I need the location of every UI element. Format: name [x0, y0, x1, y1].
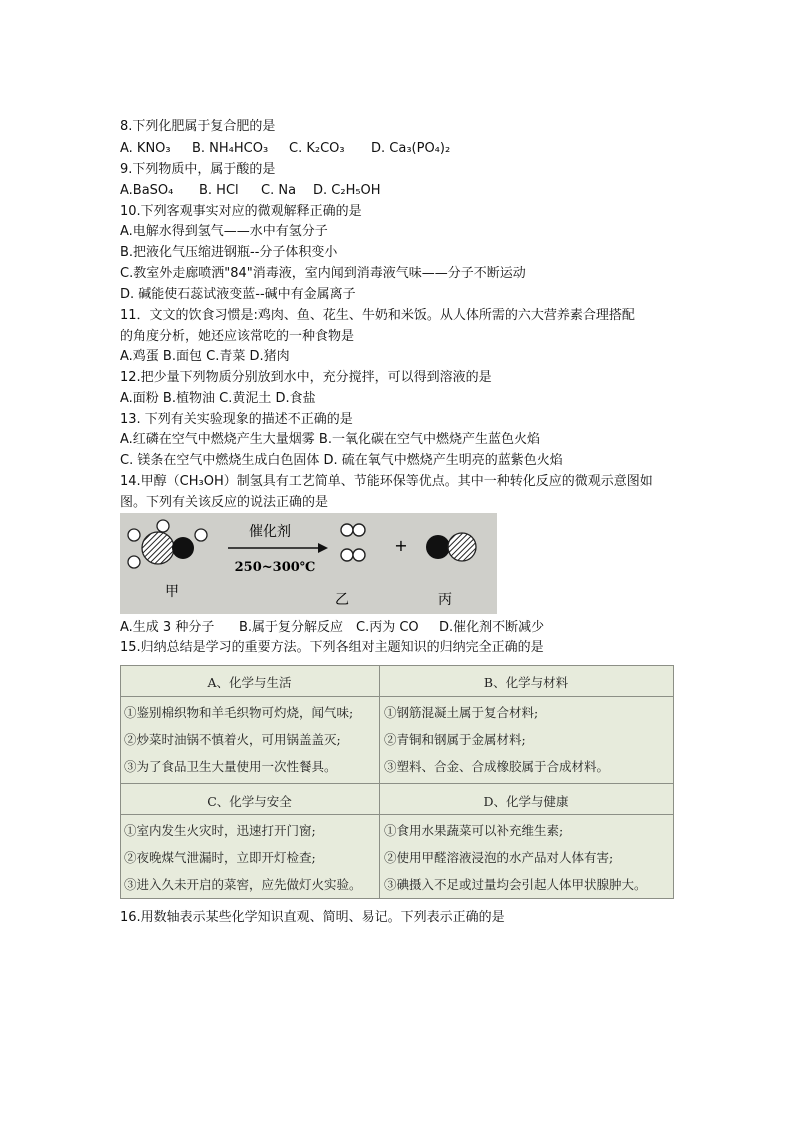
q11-options: A.鸡蛋 B.面包 C.青菜 D.猪肉 [120, 349, 290, 364]
q11-stem-line1: 11．文文的饮食习惯是:鸡肉、鱼、花生、牛奶和米饭。从人体所需的六大营养素合理搭配 [120, 308, 635, 323]
catalyst-label: 催化剂 [249, 524, 291, 540]
q14-option-a: A.生成 3 种分子 [120, 620, 215, 635]
q15-stem: 15.归纳总结是学习的重要方法。下列各组对主题知识的归纳完全正确的是 [120, 640, 544, 655]
q9-option-d: D. C₂H₅OH [313, 183, 381, 198]
cell-a-line2: ②炒菜时油锅不慎着火，可用锅盖盖灭; [124, 732, 341, 747]
q8-option-b: B. NH₄HCO₃ [192, 141, 269, 156]
q13-options-ab: A.红磷在空气中燃烧产生大量烟雾 B.一氧化碳在空气中燃烧产生蓝色火焰 [120, 432, 540, 447]
q8-option-a: A. KNO₃ [120, 141, 171, 156]
label-bing: 丙 [438, 592, 452, 608]
cell-c-title: C、化学与安全 [207, 794, 292, 809]
q12-stem: 12.把少量下列物质分别放到水中，充分搅拌，可以得到溶液的是 [120, 370, 492, 385]
temperature-label: 250~300℃ [234, 560, 316, 575]
summary-table [120, 665, 674, 899]
reaction-diagram-svg [120, 513, 497, 614]
cell-b-title: B、化学与材料 [483, 675, 569, 690]
q8-option-d: D. Ca₃(PO₄)₂ [371, 141, 451, 156]
cell-c-line2: ②夜晚煤气泄漏时，立即开灯检查; [124, 850, 316, 865]
methanol-molecule [128, 520, 207, 568]
cell-b-line2: ②青铜和钢属于金属材料; [384, 732, 526, 747]
q9-option-a: A.BaSO₄ [120, 183, 174, 198]
q14-option-b: B.属于复分解反应 [239, 620, 344, 635]
plus-sign: + [394, 536, 408, 555]
cell-a-line1: ①鉴别棉织物和羊毛织物可灼烧，闻气味; [124, 705, 354, 720]
q10-option-b: B.把液化气压缩进钢瓶--分子体积变小 [120, 245, 338, 260]
label-yi: 乙 [335, 592, 349, 608]
q11-stem-line2: 的角度分析，她还应该常吃的一种食物是 [120, 329, 355, 344]
cell-d-line1: ①食用水果蔬菜可以补充维生素; [384, 823, 564, 838]
hydrogen-molecules [341, 524, 365, 561]
q14-option-d: D.催化剂不断减少 [439, 620, 545, 635]
cell-d-title: D、化学与健康 [483, 794, 569, 809]
q14-stem-line2: 图。下列有关该反应的说法正确的是 [120, 495, 329, 510]
q10-stem: 10.下列客观事实对应的微观解释正确的是 [120, 204, 362, 219]
q13-options-cd: C. 镁条在空气中燃烧生成白色固体 D. 硫在氧气中燃烧产生明亮的蓝紫色火焰 [120, 453, 563, 468]
q8-option-c: C. K₂CO₃ [289, 141, 345, 156]
q9-option-b: B. HCl [199, 183, 239, 198]
q12-options: A.面粉 B.植物油 C.黄泥土 D.食盐 [120, 391, 316, 406]
cell-a-line3: ③为了食品卫生大量使用一次性餐具。 [124, 759, 337, 774]
label-jia: 甲 [165, 584, 179, 600]
reaction-diagram [120, 513, 497, 614]
q9-options [120, 181, 381, 201]
cell-d-line3: ③碘摄入不足或过量均会引起人体甲状腺肿大。 [384, 877, 647, 892]
q9-option-c: C. Na [261, 183, 297, 198]
q10-option-a: A.电解水得到氢气——水中有氢分子 [120, 224, 328, 239]
q14-options [120, 618, 544, 638]
q14-option-c: C.丙为 CO [356, 620, 419, 635]
carbon-monoxide-molecule [426, 533, 476, 561]
q8-options [120, 139, 450, 159]
cell-d-line2: ②使用甲醛溶液浸泡的水产品对人体有害; [384, 850, 614, 865]
q14-stem-line1: 14.甲醇（CH₃OH）制氢具有工艺简单、节能环保等优点。其中一种转化反应的微观示意图如 [120, 474, 653, 489]
q13-stem: 13. 下列有关实验现象的描述不正确的是 [120, 412, 353, 427]
q16-stem: 16.用数轴表示某些化学知识直观、简明、易记。下列表示正确的是 [120, 910, 505, 925]
q8-stem: 8.下列化肥属于复合肥的是 [120, 119, 276, 134]
cell-c-line1: ①室内发生火灾时，迅速打开门窗; [124, 823, 316, 838]
cell-b-line1: ①钢筋混凝土属于复合材料; [384, 705, 539, 720]
cell-b-line3: ③塑料、合金、合成橡胶属于合成材料。 [384, 759, 610, 774]
q10-option-d: D. 碱能使石蕊试液变蓝--碱中有金属离子 [120, 287, 356, 302]
cell-c-line3: ③进入久未开启的菜窖，应先做灯火实验。 [124, 877, 362, 892]
cell-a-title: A、化学与生活 [207, 675, 292, 690]
q9-stem: 9.下列物质中，属于酸的是 [120, 162, 276, 177]
q10-option-c: C.教室外走廊喷洒"84"消毒液，室内闻到消毒液气味——分子不断运动 [120, 266, 526, 281]
